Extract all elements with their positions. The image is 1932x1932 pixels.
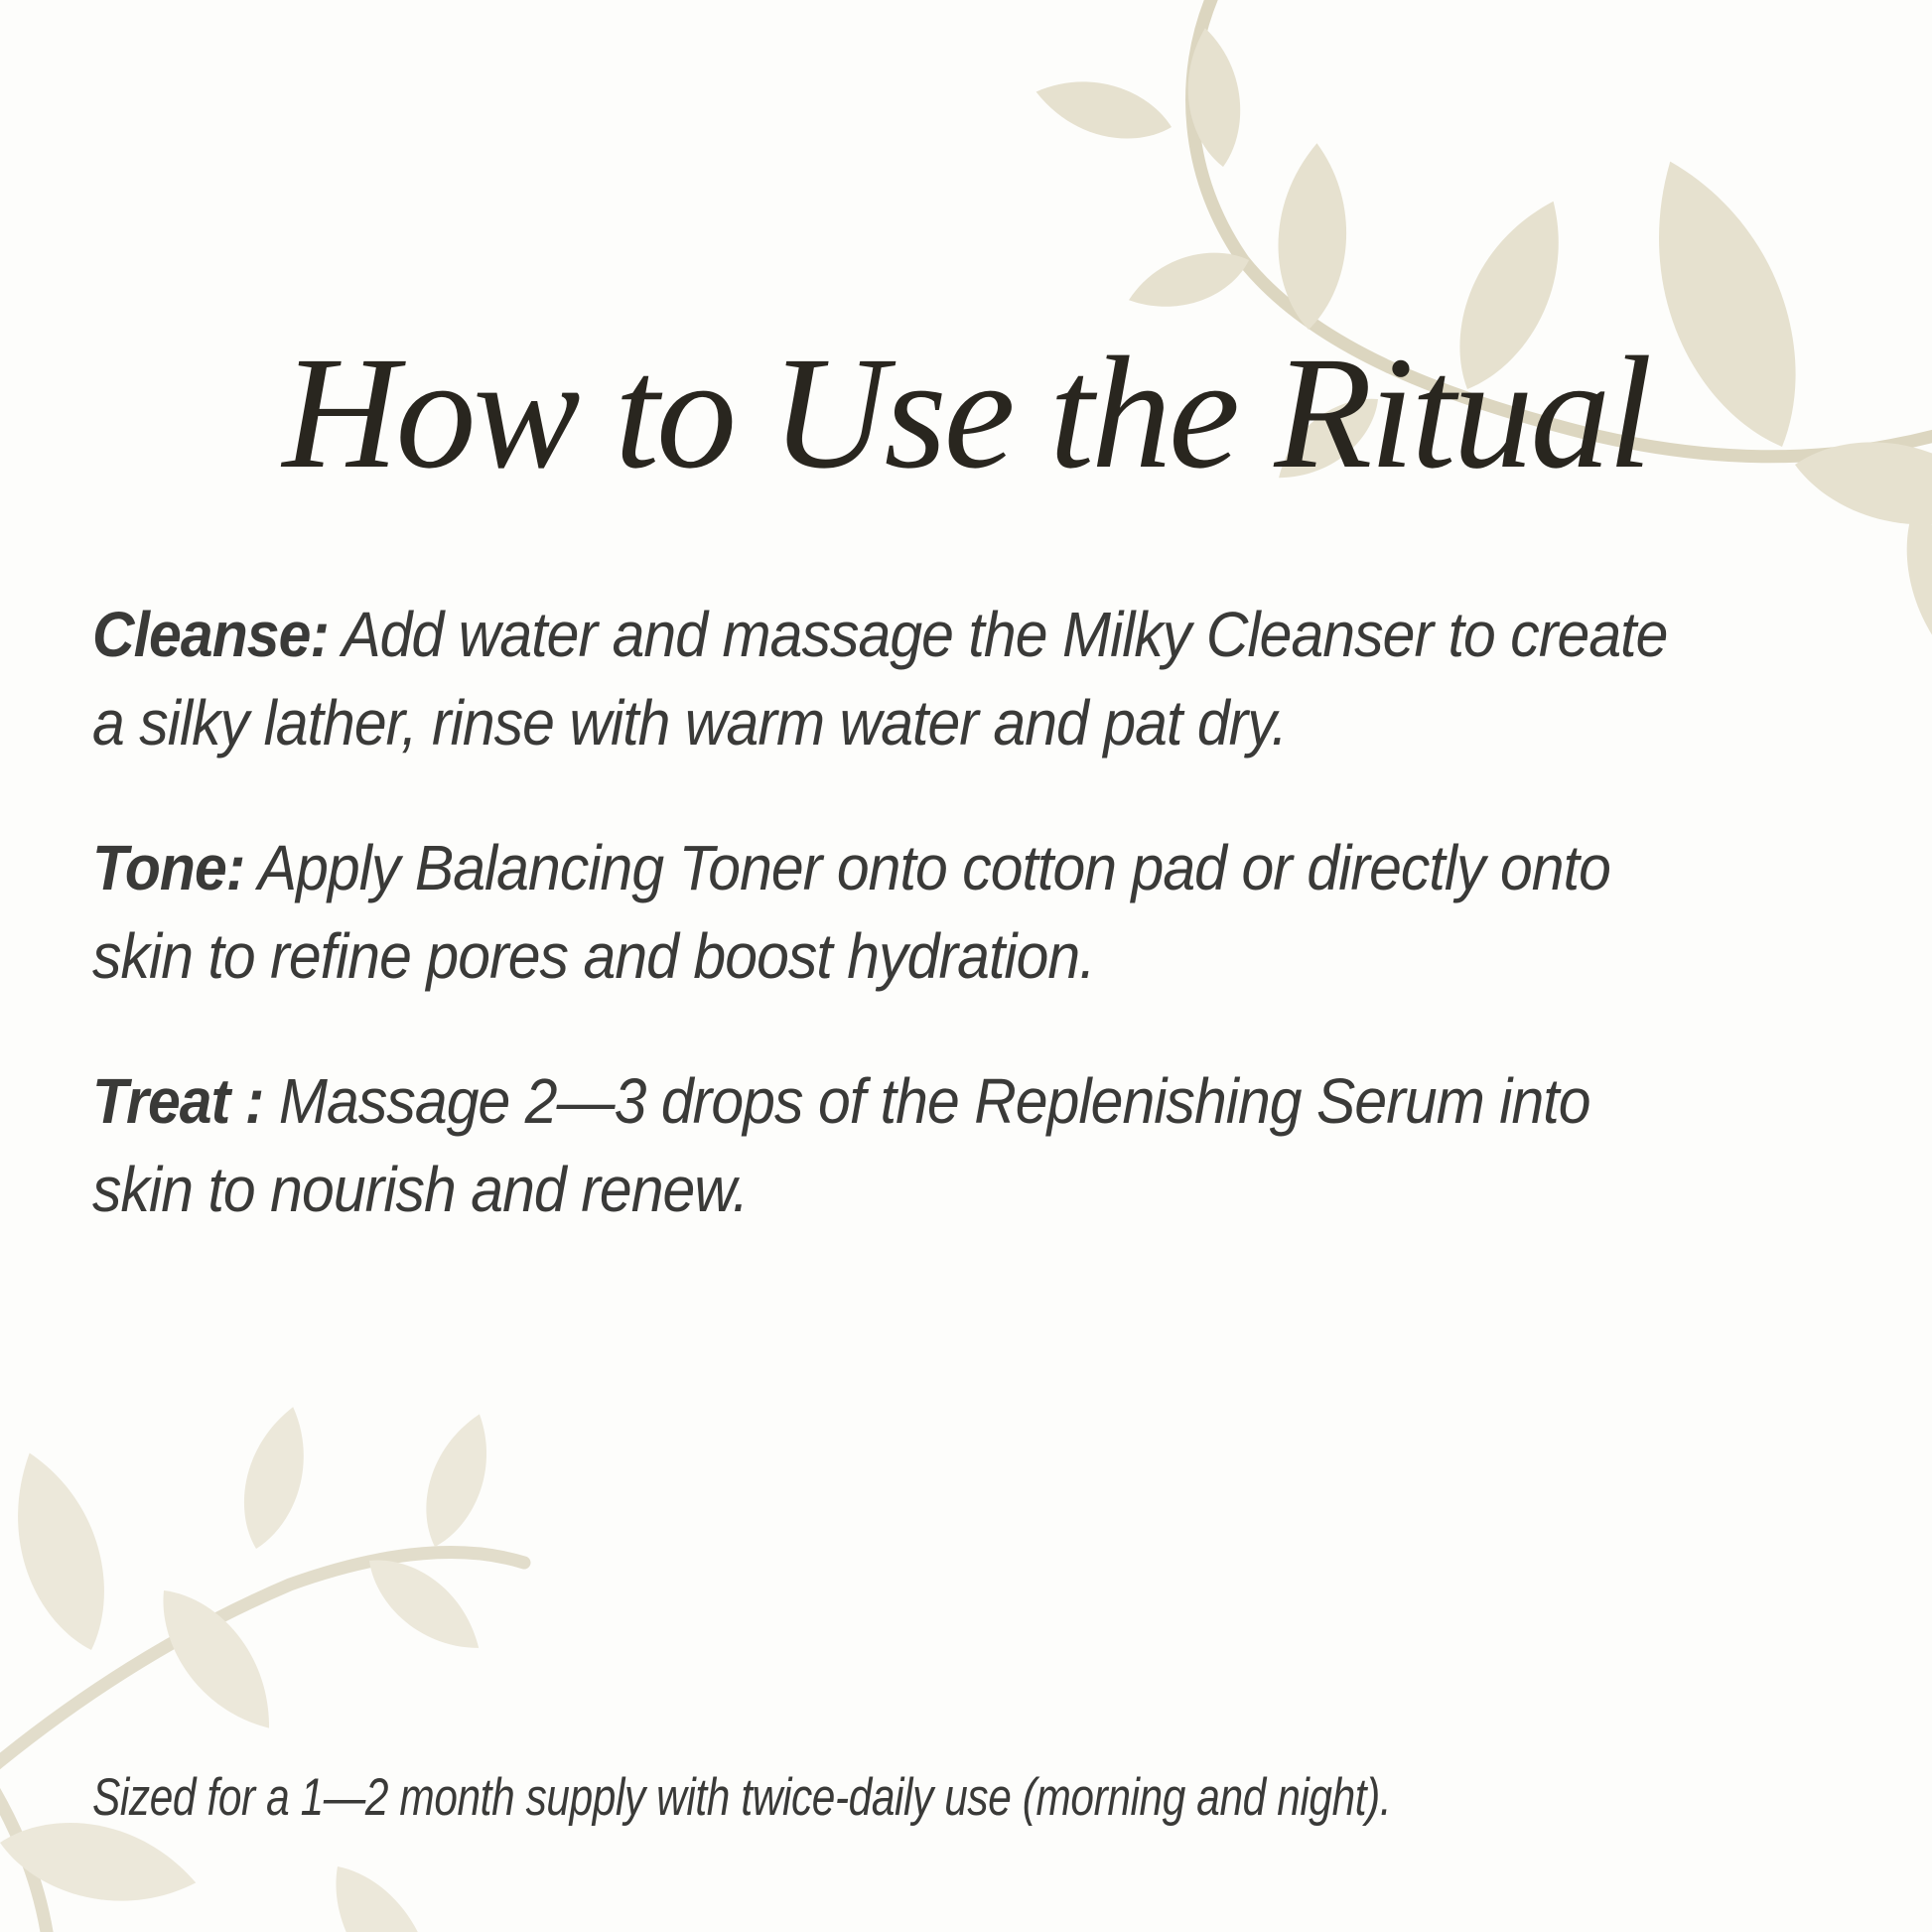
step-tone [92, 824, 1757, 1001]
step-tone-text-1: Apply Balancing Toner onto cotton pad or directly onto [244, 832, 1610, 903]
step-treat-text-2: skin to nourish and renew. [92, 1154, 749, 1225]
step-tone-line-1 [92, 824, 1757, 912]
step-cleanse [92, 591, 1757, 767]
ritual-steps [92, 591, 1902, 1291]
step-cleanse-label: Cleanse: [92, 599, 330, 670]
step-treat-text-1: Massage 2—3 drops of the Replenishing Serum into [263, 1065, 1590, 1137]
supply-footnote: Sized for a 1—2 month supply with twice-daily use (morning and night). [92, 1768, 1392, 1827]
step-cleanse-text-1: Add water and massage the Milky Cleanser to create [329, 599, 1668, 670]
step-treat [92, 1057, 1757, 1234]
step-cleanse-line-1 [92, 591, 1757, 679]
page-title: How to Use the Ritual [282, 325, 1650, 502]
step-tone-label: Tone: [92, 832, 245, 903]
step-treat-line-1 [92, 1057, 1757, 1146]
step-cleanse-text-2: a silky lather, rinse with warm water and pat dry. [92, 687, 1287, 759]
step-treat-label: Treat : [92, 1065, 264, 1137]
step-tone-text-2: skin to refine pores and boost hydration. [92, 920, 1095, 992]
